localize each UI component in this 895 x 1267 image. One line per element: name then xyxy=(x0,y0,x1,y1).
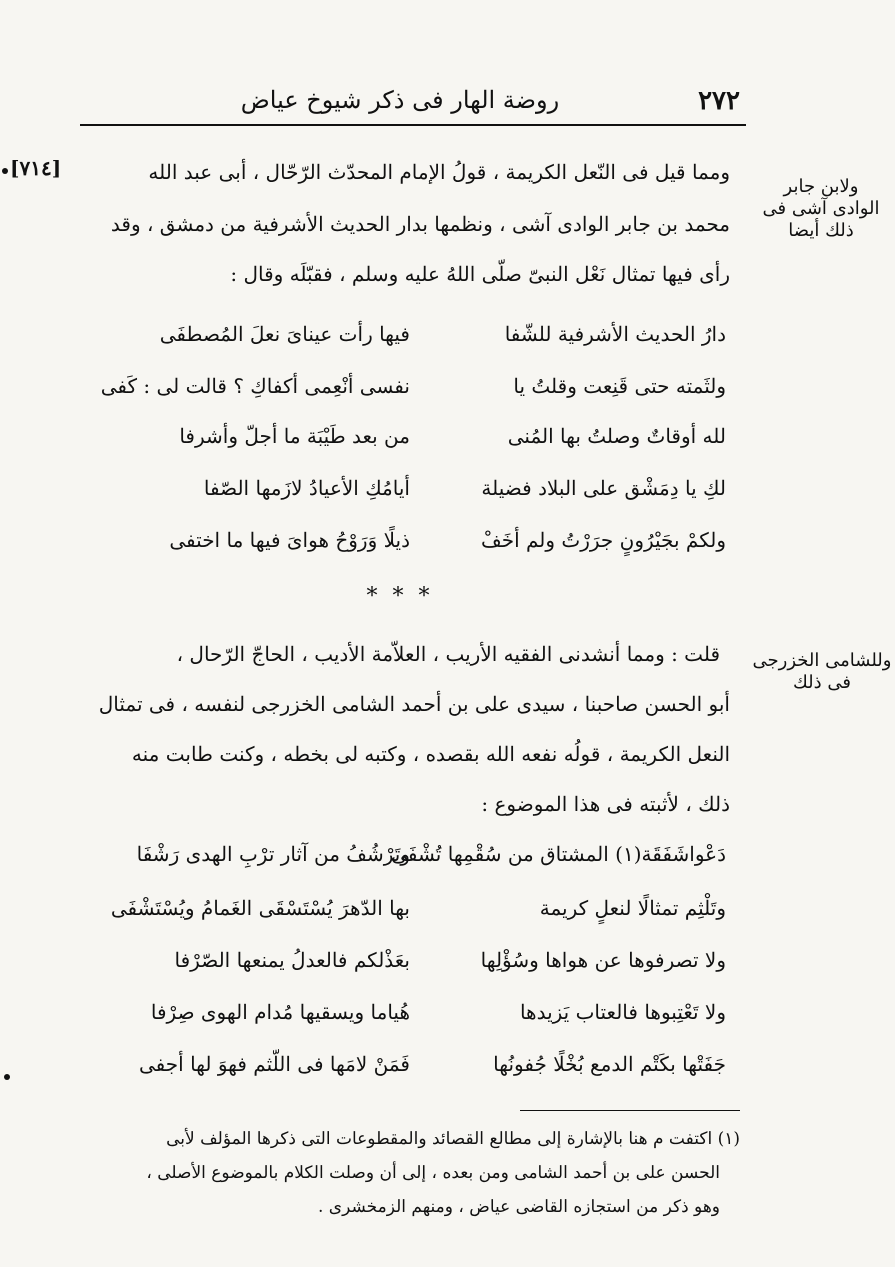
section-separator: * * * xyxy=(366,584,434,609)
section2-intro-line: أبو الحسن صاحبنا ، سيدى على بن أحمد الشامى الخزرجى لنفسه ، فى تمثال xyxy=(98,692,730,716)
verse-left-hemistich: هُياما ويسقيها مُدام الهوى صِرْفا xyxy=(150,1000,410,1024)
page-number: ٢٧٢ xyxy=(698,86,740,116)
side-note-2-line: وللشامى الخزرجى xyxy=(752,650,892,671)
verse-left-hemistich: بها الدّهرَ يُسْتَسْقَى الغَمامُ ويُسْتَشْفَى xyxy=(110,896,410,920)
side-note-2-line: فى ذلك xyxy=(793,672,851,693)
margin-dot xyxy=(4,1074,10,1080)
verse-right-hemistich: ولا تصرفوها عن هواها وسُؤْلِها xyxy=(480,948,726,972)
side-note-1-line: ولابن جابر xyxy=(783,176,859,197)
verse-right-hemistich: لكِ يا دِمَشْق على البلاد فضيلة xyxy=(481,476,726,500)
side-note-1-line: ذلك أيضا xyxy=(788,220,854,241)
verse-right-hemistich: ولثَمته حتى قَنِعت وقلتُ يا xyxy=(513,374,726,398)
verse-right-hemistich: دَعْواشَفَقَة(١) المشتاق من سُقْمِها تُشْفَى xyxy=(391,842,726,866)
verse-right-hemistich: لله أوقاتٌ وصلتُ بها المُنى xyxy=(507,424,726,448)
section1-intro-line: محمد بن جابر الوادى آشى ، ونظمها بدار الحديث الأشرفية من دمشق ، وقد xyxy=(110,212,730,236)
verse-right-hemistich: ولا تَعْتِبوها فالعتاب يَزيدها xyxy=(519,1000,726,1024)
margin-reference: [٧١٤] xyxy=(10,156,62,180)
side-note-2 xyxy=(752,650,892,694)
verse-right-hemistich: ولكمْ بجَيْرُونٍ جرَرْتُ ولم أخَفْ xyxy=(481,528,726,552)
footnote-line: وهو ذكر من استجازه القاضى عياض ، ومنهم الزمخشرى . xyxy=(317,1197,720,1217)
margin-dot xyxy=(2,168,8,174)
verse-right-hemistich: جَفَتْها بكَتْم الدمع بُخْلًا جُفونُها xyxy=(493,1052,726,1076)
side-note-1 xyxy=(756,176,886,242)
footnote-rule xyxy=(520,1110,740,1111)
section2-intro-line: النعل الكريمة ، قولُه نفعه الله بقصده ، وكتبه لى بخطه ، وكنت طابت منه xyxy=(131,742,730,766)
header-rule xyxy=(80,124,746,126)
section2-intro-line: قلت : ومما أنشدنى الفقيه الأريب ، العلاّمة الأديب ، الحاجّ الرّحال ، xyxy=(176,642,720,666)
footnote-line: الحسن على بن أحمد الشامى ومن بعده ، إلى أن وصلت الكلام بالموضوع الأصلى ، xyxy=(146,1163,720,1183)
verse-left-hemistich: وتَرْشُفُ من آثار ترْبِ الهدى رَشْفَا xyxy=(136,842,410,866)
verse-right-hemistich: وتَلْثِم تمثالًا لنعلٍ كريمة xyxy=(539,896,726,920)
section1-intro-line: رأى فيها تمثال نَعْل النبىّ صلّى اللهُ عليه وسلم ، فقبّلَه وقال : xyxy=(230,262,730,286)
verse-left-hemistich: نفسى أنْعِمى أكفاكِ ؟ قالت لى : كَفى xyxy=(100,374,410,398)
verse-left-hemistich: من بعد طَيْبَة ما أجلّ وأشرفا xyxy=(179,424,410,448)
verse-left-hemistich: أيامُكِ الأعيادُ لازَمها الصّفا xyxy=(203,476,410,500)
running-title: روضة الهار فى ذكر شيوخ عياض xyxy=(240,86,560,114)
section1-intro-line: ومما قيل فى النّعل الكريمة ، قولُ الإمام المحدّث الرّحّال ، أبى عبد الله xyxy=(148,160,730,184)
verse-left-hemistich: فيها رأت عيناىَ نعلَ المُصطفَى xyxy=(159,322,410,346)
verse-left-hemistich: بعَذْلكم فالعدلُ يمنعها الصّرْفا xyxy=(174,948,410,972)
verse-left-hemistich: فَمَنْ لامَها فى اللّثم فهوَ لها أجفى xyxy=(139,1052,410,1076)
side-note-1-line: الوادى آشى فى xyxy=(762,198,880,219)
section2-intro-line: ذلك ، لأثبته فى هذا الموضوع : xyxy=(481,792,730,816)
verse-right-hemistich: دارُ الحديث الأشرفية للشّفا xyxy=(504,322,726,346)
verse-left-hemistich: ذيلًا وَرَوْحُ هواىَ فيها ما اختفى xyxy=(169,528,410,552)
footnote-line: (١) اكتفت م هنا بالإشارة إلى مطالع القصائد والمقطوعات التى ذكرها المؤلف لأبى xyxy=(166,1129,740,1149)
